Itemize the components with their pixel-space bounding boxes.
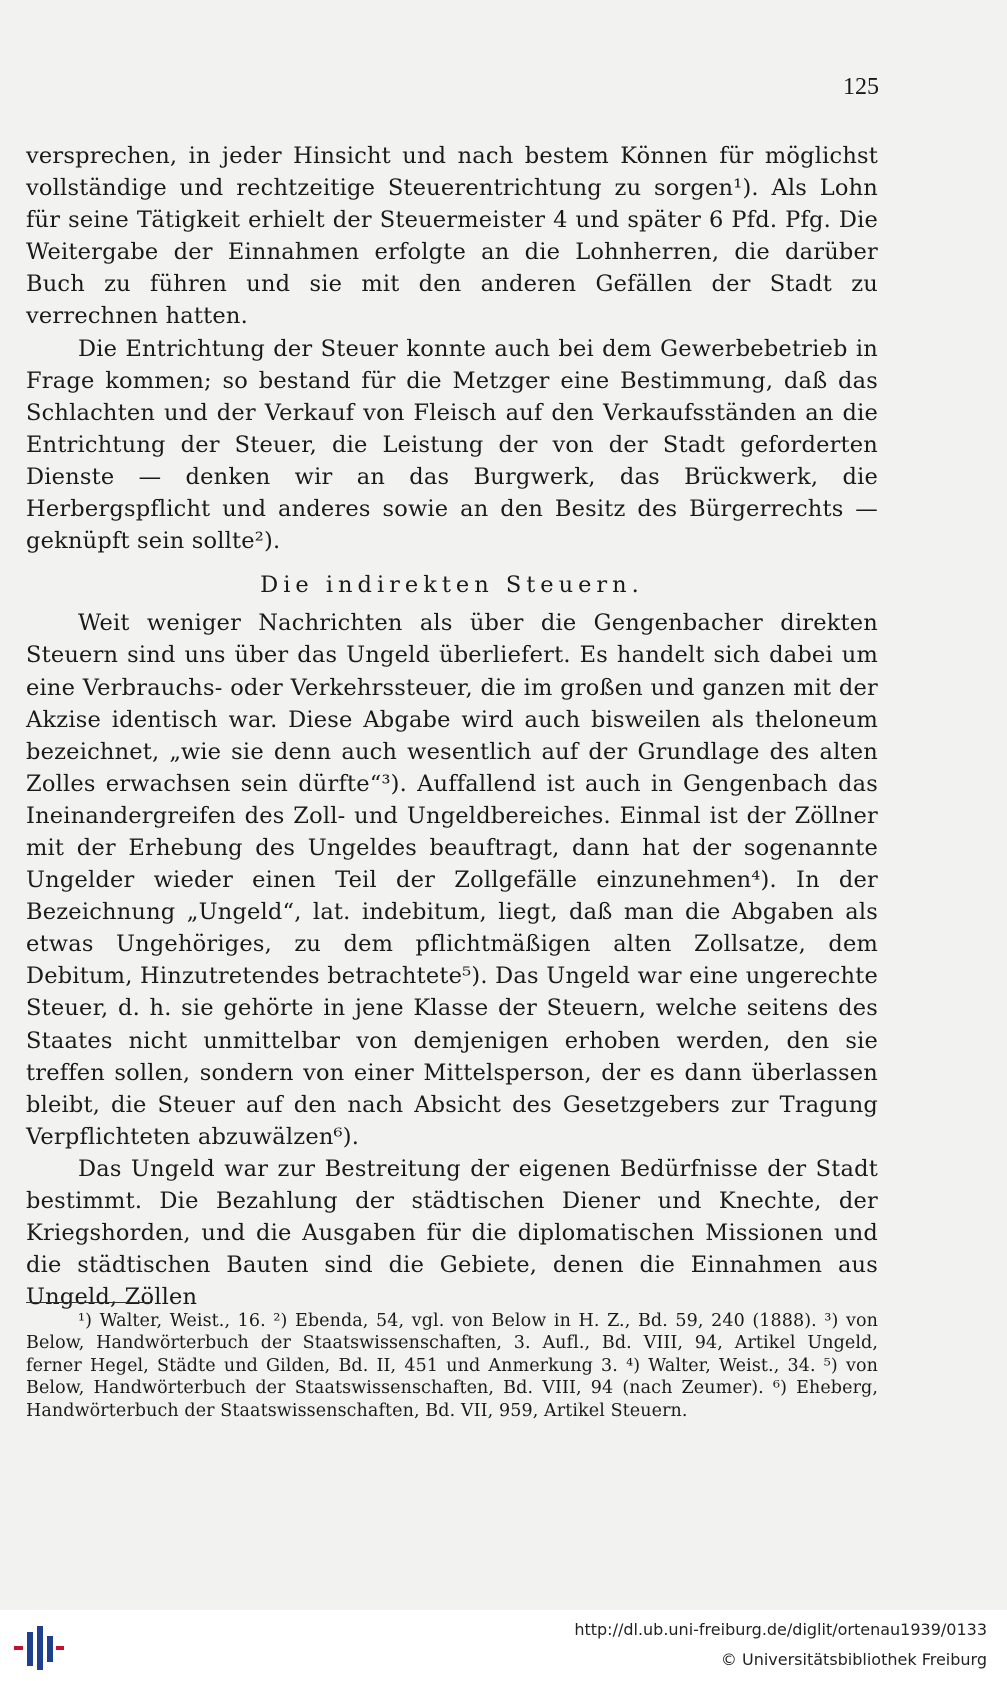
- page-number: 125: [843, 74, 879, 100]
- footnote-text: ¹) Walter, Weist., 16. ²) Ebenda, 54, vgl. von Below in H. Z., Bd. 59, 240 (1888). ³) von Below, Handwörterbuch der Staatswissenschaften, 3. Aufl., Bd. VIII, 94, Artikel Ungeld, ferner Hegel, Städte und Gilden, Bd. II, 451 und Anmerkung 3. ⁴) Walter, Weist., 34. ⁵) von Below, Handwörterbuch der Staatswissenschaften, Bd. VIII, 94 (nach Zeumer). ⁶) Eheberg, Handwörterbuch der Staatswissenschaften, Bd. VII, 959, Artikel Steuern.: [26, 1311, 878, 1421]
- copyright-text: © Universitätsbibliothek Freiburg: [720, 1650, 987, 1669]
- footnotes: [26, 1310, 878, 1422]
- paragraph: Das Ungeld war zur Bestreitung der eigenen Bedürfnisse der Stadt bestimmt. Die Bezahlung der städtischen Diener und Knechte, der Kriegshorden, und die Ausgaben für die diplomatischen Missionen und die städtischen Bauten sind die Gebiete, denen die Einnahmen aus Ungeld, Zöllen: [26, 1155, 878, 1311]
- paragraph: Weit weniger Nachrichten als über die Gengenbacher direkten Steuern sind uns über das Ungeld überliefert. Es handelt sich dabei um eine Verbrauchs- oder Verkehrssteuer, die im großen und ganzen mit der Akzise identisch war. Diese Abgabe wird auch bisweilen als theloneum bezeichnet, „wie sie denn auch wesentlich auf der Grundlage des alten Zolles erwachsen sein dürfte“³). Auffallend ist auch in Gengenbach das Ineinandergreifen des Zoll- und Ungeldbereiches. Einmal ist der Zöllner mit der Erhebung des Ungeldes beauftragt, dann hat der sogenannte Ungelder wieder einen Teil der Zollgefälle einzunehmen⁴). In der Bezeichnung „Ungeld“, lat. indebitum, liegt, daß man die Abgaben als etwas Ungehöriges, zu dem pflichtmäßigen alten Zollsatze, dem Debitum, Hinzutretendes betrachtete⁵). Das Ungeld war eine ungerechte Steuer, d. h. sie gehörte in jene Klasse der Steuern, welche seitens des Staates nicht unmittelbar von demjenigen erhoben werden, den sie treffen sollen, sondern von einer Mittelsperson, der es dann überlassen bleibt, die Steuer auf den nach Absicht des Gesetzgebers zur Tragung Verpflichteten abzuwälzen⁶).: [26, 610, 878, 1150]
- permalink-url[interactable]: http://dl.ub.uni-freiburg.de/diglit/ortenau1939/0133: [574, 1620, 987, 1639]
- paragraph: versprechen, in jeder Hinsicht und nach bestem Können für möglichst vollständige und rechtzeitige Steuerentrichtung zu sorgen¹). Als Lohn für seine Tätigkeit erhielt der Steuermeister 4 und später 6 Pfd. Pfg. Die Weitergabe der Einnahmen erfolgte an die Lohnherren, die darüber Buch zu führen und sie mit den anderen Gefällen der Stadt zu verrechnen hatten.: [26, 143, 878, 330]
- viewer-footer: [0, 1610, 1007, 1681]
- footnote-divider: [26, 1302, 152, 1303]
- ub-freiburg-logo-icon: [14, 1626, 64, 1670]
- paragraph: Die Entrichtung der Steuer konnte auch bei dem Gewerbebetrieb in Frage kommen; so bestand für die Metzger eine Bestimmung, daß das Schlachten und der Verkauf von Fleisch auf den Verkaufsständen an die Entrichtung der Steuer, die Leistung der von der Stadt geforderten Dienste — denken wir an das Burgwerk, das Brückwerk, die Herbergspflicht und anderes sowie an den Besitz des Bürgerrechts — geknüpft sein sollte²).: [26, 335, 878, 555]
- section-heading: Die indirekten Steuern.: [260, 572, 644, 599]
- body-text: [26, 140, 878, 1313]
